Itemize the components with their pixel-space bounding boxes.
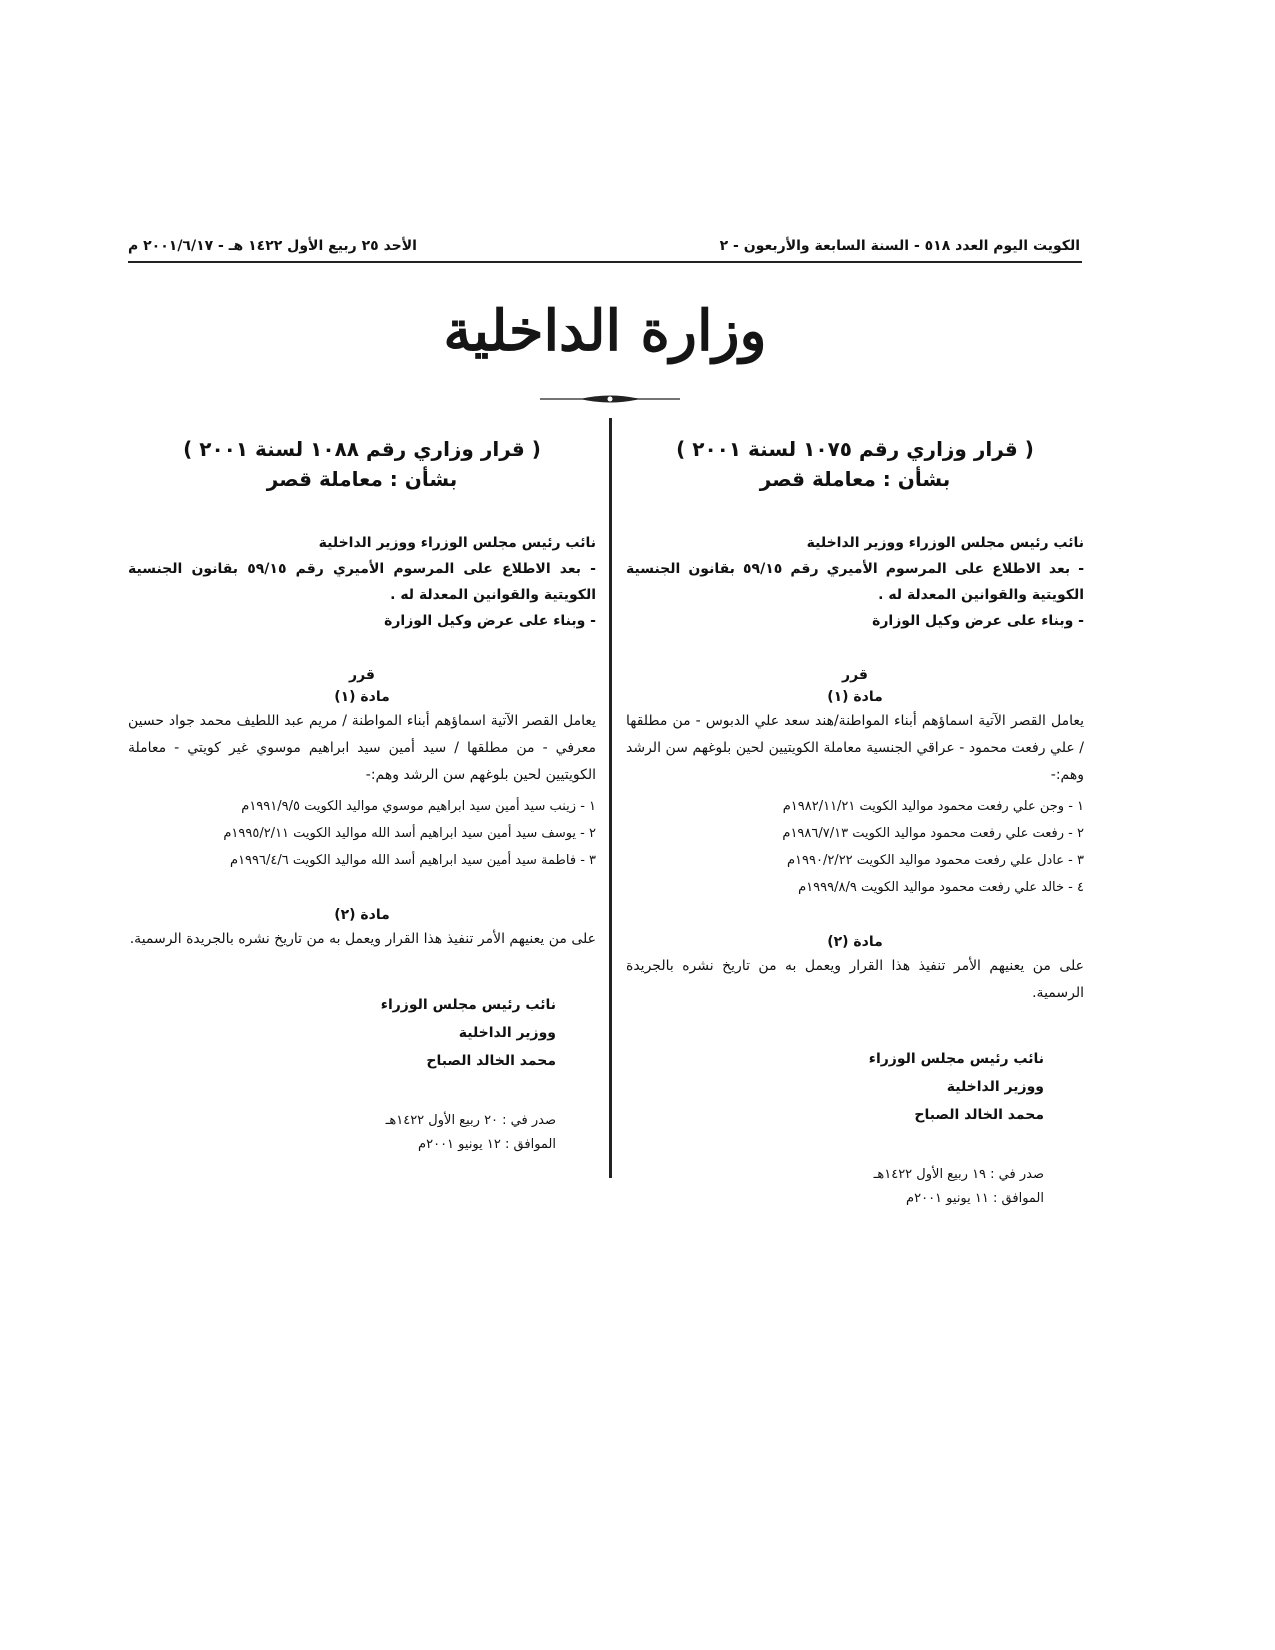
issue-dates bbox=[626, 1163, 1044, 1211]
ministry-banner bbox=[400, 292, 810, 370]
article-2-text: على من يعنيهم الأمر تنفيذ هذا القرار ويعمل به من تاريخ نشره بالجريدة الرسمية. bbox=[626, 958, 1084, 1001]
ministry-title: وزارة الداخلية bbox=[443, 298, 767, 364]
issued-hijri: صدر في : ٢٠ ربيع الأول ١٤٢٢هـ bbox=[385, 1113, 556, 1128]
preamble-line: - وبناء على عرض وكيل الوزارة bbox=[872, 613, 1084, 629]
preamble-line: نائب رئيس مجلس الوزراء ووزير الداخلية bbox=[806, 535, 1084, 551]
preamble-line: - بعد الاطلاع على المرسوم الأميري رقم ٥٩/١٥ بقانون الجنسية الكويتية والقوانين المعدلة له . bbox=[128, 561, 596, 603]
signature-line: محمد الخالد الصباح bbox=[426, 1053, 556, 1069]
minors-list bbox=[128, 793, 596, 874]
decision-title: ( قرار وزاري رقم ١٠٧٥ لسنة ٢٠٠١ ) bbox=[676, 437, 1034, 461]
article-1-text: يعامل القصر الآتية اسماؤهم أبناء المواطنة/هند سعد علي الدبوس - من مطلقها / علي رفعت محمود - عراقي الجنسية معاملة الكويتيين لحين بلوغهم سن الرشد وهم:- bbox=[626, 713, 1084, 783]
signature-line: ووزير الداخلية bbox=[458, 1025, 556, 1041]
list-item: ٣ - فاطمة سيد أمين سيد ابراهيم أسد الله مواليد الكويت ١٩٩٦/٤/٦م bbox=[230, 853, 596, 868]
signature-block bbox=[784, 1045, 1044, 1129]
decision-1088 bbox=[128, 434, 596, 1157]
signature-block bbox=[296, 991, 556, 1075]
list-item: ٢ - رفعت علي رفعت محمود مواليد الكويت ١٩٨٦/٧/١٣م bbox=[782, 826, 1084, 841]
column-divider bbox=[609, 418, 612, 1178]
issued-gregorian: الموافق : ١١ يونيو ٢٠٠١م bbox=[906, 1191, 1044, 1206]
article-2-heading: مادة (٢) bbox=[827, 934, 883, 950]
article-1-heading: مادة (١) bbox=[827, 689, 883, 705]
list-item: ٤ - خالد علي رفعت محمود مواليد الكويت ١٩٩٩/٨/٩م bbox=[798, 880, 1084, 895]
preamble bbox=[626, 530, 1084, 634]
minors-list bbox=[626, 793, 1084, 901]
article-2-text: على من يعنيهم الأمر تنفيذ هذا القرار ويعمل به من تاريخ نشره بالجريدة الرسمية. bbox=[129, 931, 596, 947]
issued-hijri: صدر في : ١٩ ربيع الأول ١٤٢٢هـ bbox=[873, 1167, 1044, 1182]
preamble-line: - وبناء على عرض وكيل الوزارة bbox=[384, 613, 596, 629]
preamble-line: نائب رئيس مجلس الوزراء ووزير الداخلية bbox=[318, 535, 596, 551]
issue-info: الكويت اليوم العدد ٥١٨ - السنة السابعة والأربعون - ٢ bbox=[719, 238, 1080, 254]
decided-heading: قرر bbox=[349, 667, 375, 683]
preamble bbox=[128, 530, 596, 634]
decision-subject: بشأن : معاملة قصر bbox=[759, 467, 951, 491]
list-item: ١ - وجن علي رفعت محمود مواليد الكويت ١٩٨٢/١١/٢١م bbox=[782, 799, 1084, 814]
article-1-text: يعامل القصر الآتية اسماؤهم أبناء المواطنة / مريم عبد اللطيف محمد جواد حسين معرفي - من مطلقها / سيد أمين سيد ابراهيم موسوي غير كويتي - معاملة الكويتيين لحين بلوغهم سن الرشد وهم:- bbox=[128, 713, 596, 783]
issue-date: الأحد ٢٥ ربيع الأول ١٤٢٢ هـ - ٢٠٠١/٦/١٧ م bbox=[128, 238, 417, 254]
signature-line: ووزير الداخلية bbox=[946, 1079, 1044, 1095]
signature-line: نائب رئيس مجلس الوزراء bbox=[380, 997, 556, 1013]
header-rule bbox=[128, 261, 1082, 263]
list-item: ١ - زينب سيد أمين سيد ابراهيم موسوي مواليد الكويت ١٩٩١/٩/٥م bbox=[241, 799, 596, 814]
list-item: ٣ - عادل علي رفعت محمود مواليد الكويت ١٩٩٠/٢/٢٢م bbox=[786, 853, 1084, 868]
list-item: ٢ - يوسف سيد أمين سيد ابراهيم أسد الله مواليد الكويت ١٩٩٥/٢/١١م bbox=[223, 826, 596, 841]
signature-line: محمد الخالد الصباح bbox=[914, 1107, 1044, 1123]
issue-dates bbox=[128, 1109, 556, 1157]
decided-heading: قرر bbox=[842, 667, 868, 683]
decision-title: ( قرار وزاري رقم ١٠٨٨ لسنة ٢٠٠١ ) bbox=[183, 437, 541, 461]
preamble-line: - بعد الاطلاع على المرسوم الأميري رقم ٥٩/١٥ بقانون الجنسية الكويتية والقوانين المعدلة له . bbox=[626, 561, 1085, 603]
article-1-heading: مادة (١) bbox=[334, 689, 390, 705]
issued-gregorian: الموافق : ١٢ يونيو ٢٠٠١م bbox=[418, 1137, 556, 1152]
ornament-divider bbox=[540, 392, 680, 406]
decision-subject: بشأن : معاملة قصر bbox=[266, 467, 458, 491]
decision-1075 bbox=[626, 434, 1084, 1211]
article-2-heading: مادة (٢) bbox=[334, 907, 390, 923]
signature-line: نائب رئيس مجلس الوزراء bbox=[868, 1051, 1044, 1067]
